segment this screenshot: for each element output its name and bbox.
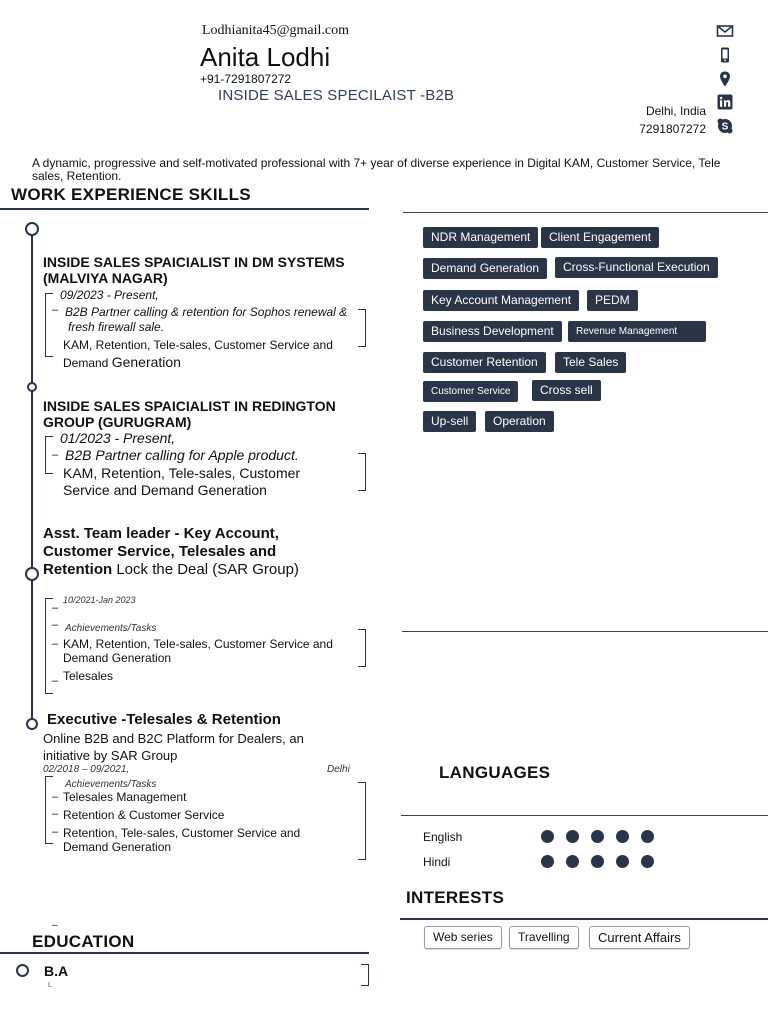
achievement-item: Retention & Customer Service — [63, 808, 225, 822]
dash: – — [52, 791, 59, 803]
dash: – — [52, 638, 59, 650]
job-date: 09/2023 - Present, — [60, 288, 159, 302]
job-title: INSIDE SALES SPAICIALIST IN DM SYSTEMS (MALVIYA NAGAR) — [43, 254, 345, 286]
language-level-dot — [641, 855, 654, 868]
job-description: Demand Generation — [63, 651, 172, 665]
interest-tag: Web series — [424, 926, 502, 949]
job-title: Executive -Telesales & Retention — [47, 711, 281, 728]
candidate-name: Anita Lodhi — [200, 42, 331, 72]
contact-phone-text: 7291807272 — [639, 122, 706, 136]
profile-summary: A dynamic, progressive and self-motivated professional with 7+ year of diverse experience in Digital KAM, Customer Service, Tele sales, Retention. — [32, 156, 721, 183]
job-bullet: B2B Partner calling & retention for Sophos renewal & — [65, 305, 348, 319]
timeline-dot — [27, 382, 37, 392]
skill-chip: Demand Generation — [423, 258, 547, 279]
job-role: INSIDE SALES SPECILAIST -B2B — [218, 87, 455, 104]
job-place: Delhi — [327, 764, 350, 775]
skill-chip: Cross-Functional Execution — [555, 257, 718, 278]
timeline-dot — [25, 567, 39, 581]
skill-chip: Customer Retention — [423, 352, 546, 373]
skill-chip: Customer Service — [423, 381, 518, 402]
job-title: INSIDE SALES SPAICIALIST IN REDINGTON GROUP (GURUGRAM) — [43, 398, 336, 430]
interests-rule — [400, 918, 768, 920]
skill-chip: Client Engagement — [541, 227, 659, 248]
interest-tag: Travelling — [509, 926, 579, 949]
skill-chip: NDR Management — [423, 227, 538, 248]
mail-icon — [716, 22, 734, 40]
dash: – — [52, 920, 58, 931]
dash: – — [52, 808, 59, 820]
dash: – — [52, 449, 59, 461]
skill-chip: Business Development — [423, 321, 562, 342]
email-address[interactable]: Lodhianita45@gmail.com — [202, 23, 350, 38]
interest-tag: Current Affairs — [589, 926, 690, 949]
dash: – — [52, 602, 59, 614]
language-name: Hindi — [423, 855, 451, 869]
linkedin-icon[interactable] — [716, 93, 734, 111]
skype-icon[interactable] — [716, 117, 734, 135]
dash: – — [52, 675, 59, 687]
bracket — [358, 782, 366, 860]
language-level-dot — [566, 855, 579, 868]
bracket — [358, 309, 366, 347]
bracket — [45, 293, 53, 357]
job-date: 10/2021-Jan 2023 — [63, 595, 136, 605]
skills-bottom-rule — [402, 631, 768, 632]
job-description: Service and Demand Generation — [63, 482, 267, 498]
dash: – — [52, 826, 59, 838]
job-description: KAM, Retention, Tele-sales, Customer — [63, 465, 301, 481]
language-level-dot — [591, 855, 604, 868]
skill-chip: Revenue Management — [568, 321, 706, 342]
language-level-dot — [566, 830, 579, 843]
achievement-item: Telesales Management — [63, 790, 187, 804]
achievements-label: Achievements/Tasks — [65, 623, 157, 634]
skill-chip: Tele Sales — [555, 352, 626, 373]
achievements-label: Achievements/Tasks — [65, 779, 157, 790]
education-heading: EDUCATION — [32, 932, 135, 951]
education-dot — [16, 964, 29, 977]
skill-chip: Key Account Management — [423, 290, 579, 311]
job-date: 02/2018 – 09/2021, — [43, 764, 130, 775]
language-name: English — [423, 830, 463, 844]
education-degree: B.A — [44, 963, 69, 979]
skill-chip: PEDM — [587, 290, 638, 311]
achievement-item: Retention, Tele-sales, Customer Service and — [63, 826, 301, 840]
language-level-dot — [616, 855, 629, 868]
dash: L — [48, 982, 52, 989]
education-rule — [0, 952, 369, 954]
language-level-dot — [641, 830, 654, 843]
skill-chip: Up-sell — [423, 411, 476, 432]
job-bullet: B2B Partner calling for Apple product. — [65, 447, 299, 463]
bracket — [358, 453, 366, 491]
language-level-dot — [541, 830, 554, 843]
job-description: Telesales — [63, 669, 114, 683]
location-pin-icon — [716, 70, 734, 88]
timeline-dot — [25, 222, 39, 236]
location-text: Delhi, India — [645, 104, 706, 118]
bracket — [361, 964, 369, 986]
job-date: 01/2023 - Present, — [60, 430, 176, 446]
svg-text:S: S — [721, 121, 729, 133]
languages-rule — [401, 815, 768, 816]
job-description: Demand Generation — [63, 354, 181, 370]
timeline-line — [31, 230, 33, 724]
language-level-dot — [591, 830, 604, 843]
work-experience-heading: WORK EXPERIENCE SKILLS — [11, 185, 251, 204]
job-description: KAM, Retention, Tele-sales, Customer Service and — [63, 338, 333, 352]
dash: – — [52, 619, 59, 631]
job-title: Asst. Team leader - Key Account, Customer Service, Telesales and Retention Lock the Deal (SAR Group) — [43, 525, 299, 578]
work-rule — [0, 208, 369, 210]
skill-chip: Cross sell — [532, 380, 601, 401]
interests-heading: INTERESTS — [406, 888, 505, 907]
bracket — [358, 629, 366, 667]
language-level-dot — [541, 855, 554, 868]
mobile-phone-icon — [716, 46, 734, 64]
achievement-item: Demand Generation — [63, 840, 172, 854]
dash: – — [52, 304, 59, 316]
job-subtitle: Online B2B and B2C Platform for Dealers, an — [43, 731, 304, 746]
job-bullet: fresh firewall sale. — [68, 320, 165, 334]
job-description: KAM, Retention, Tele-sales, Customer Service and — [63, 637, 333, 651]
skills-rule — [403, 212, 768, 213]
language-level-dot — [616, 830, 629, 843]
languages-heading: LANGUAGES — [439, 763, 551, 782]
skill-chip: Operation — [485, 411, 554, 432]
phone-number: +91-7291807272 — [200, 72, 292, 86]
timeline-dot — [26, 718, 38, 730]
job-subtitle: initiative by SAR Group — [43, 748, 178, 763]
